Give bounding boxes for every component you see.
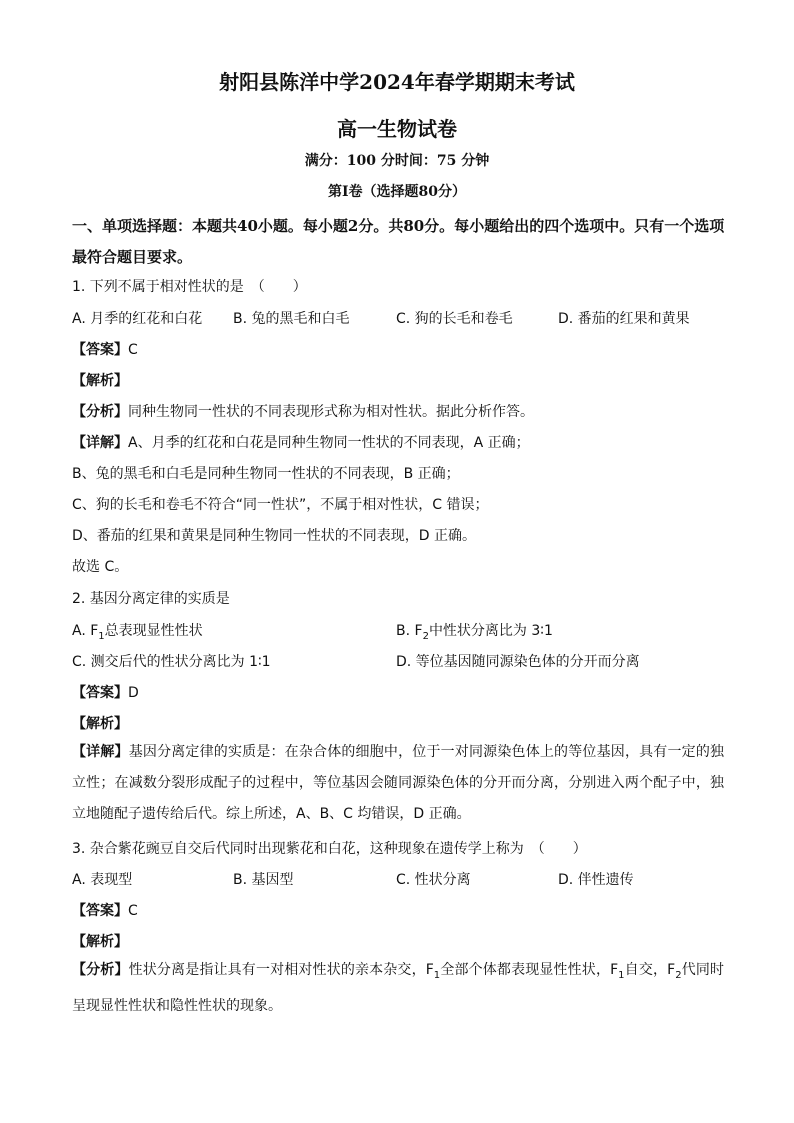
opt-a-sub: 1 (98, 630, 105, 642)
q1-fenxi (72, 401, 534, 421)
part-heading: 第Ⅰ卷（选择题80分） (327, 184, 467, 200)
q1-stem: 1. 下列不属于相对性状的是 （ ） (72, 279, 307, 295)
fenxi-text-3: 自交，F (624, 962, 676, 978)
q2-analysis-tag: 【解析】 (72, 716, 128, 732)
section-instructions: 一、单项选择题：本题共40小题。每小题2分。共80分。每小题给出的四个选项中。只有一个选项最符合题目要求。 (72, 217, 725, 266)
q2-stem: 2. 基因分离定律的实质是 (72, 591, 230, 607)
q1-option-d: D. 番茄的红果和黄果 (558, 311, 690, 327)
q3-answer (72, 900, 138, 920)
fenxi-text-2: 全部个体都表现显性性状，F (440, 962, 619, 978)
exam-title: 射阳县陈洋中学2024年春学期期末考试 (219, 70, 575, 94)
opt-a-post: 总表现显性性状 (104, 623, 203, 639)
xiangjie-text: 基因分离定律的实质是：在杂合体的细胞中，位于一对同源染色体上的等位基因，具有一定的独立性；在减数分裂形成配子的过程中，等位基因会随同源染色体的分开而分离，分别进入两个配子中，独立地随配子遗传给后代。综上所述，A、B、C 均错误，D 正确。 (72, 744, 725, 822)
xiangjie-tag: 【详解】 (72, 744, 129, 760)
answer-value: D (128, 685, 139, 701)
q1-xiangjie (72, 432, 530, 452)
fenxi-sub-3: 2 (675, 969, 682, 981)
fenxi-sub-1: 1 (433, 969, 441, 981)
q3-fenxi (72, 955, 724, 1022)
q1-conclusion: 故选 C。 (72, 559, 129, 575)
q3-analysis-tag: 【解析】 (72, 934, 128, 950)
q1-option-c: C. 狗的长毛和卷毛 (396, 311, 513, 327)
fenxi-text-4: 代同时呈现显性性状和隐性性状的现象。 (72, 962, 725, 1014)
q1-line-c: C、狗的长毛和卷毛不符合“同一性状”，不属于相对性状，C 错误； (72, 497, 489, 513)
q1-answer (72, 339, 138, 359)
xiangjie-tag: 【详解】 (72, 435, 128, 451)
fenxi-text-1: 性状分离是指让具有一对相对性状的亲本杂交，F (128, 962, 434, 978)
q2-option-a (72, 620, 203, 642)
q3-option-c: C. 性状分离 (396, 872, 471, 888)
exam-subtitle: 高一生物试卷 (337, 117, 457, 141)
fenxi-tag: 【分析】 (72, 962, 129, 978)
q1-analysis-tag: 【解析】 (72, 373, 128, 389)
fenxi-tag: 【分析】 (72, 404, 128, 420)
answer-value: C (128, 342, 138, 358)
q1-option-b: B. 兔的黑毛和白毛 (233, 311, 350, 327)
q3-option-d: D. 伴性遗传 (558, 872, 634, 888)
opt-b-pre: B. F (396, 623, 423, 639)
score-time-line: 满分：100 分时间：75 分钟 (304, 153, 490, 169)
fenxi-sub-2: 1 (618, 969, 625, 981)
q3-stem: 3. 杂合紫花豌豆自交后代同时出现紫花和白花，这种现象在遗传学上称为 （ ） (72, 841, 587, 857)
answer-tag: 【答案】 (72, 342, 128, 358)
q2-option-c: C. 测交后代的性状分离比为 1∶1 (72, 654, 271, 670)
q2-option-b (396, 620, 553, 642)
q2-option-d: D. 等位基因随同源染色体的分开而分离 (396, 654, 640, 670)
q2-xiangjie (72, 737, 724, 830)
q3-option-a: A. 表现型 (72, 872, 133, 888)
answer-tag: 【答案】 (72, 685, 128, 701)
q3-option-b: B. 基因型 (233, 872, 294, 888)
xiangjie-text: A、月季的红花和白花是同种生物同一性状的不同表现，A 正确； (128, 435, 530, 451)
q2-answer (72, 682, 139, 702)
answer-value: C (128, 903, 138, 919)
opt-b-post: 中性状分离比为 3∶1 (428, 623, 553, 639)
q1-line-d: D、番茄的红果和黄果是同种生物同一性状的不同表现，D 正确。 (72, 528, 477, 544)
q1-option-a: A. 月季的红花和白花 (72, 311, 203, 327)
q1-line-b: B、兔的黑毛和白毛是同种生物同一性状的不同表现，B 正确； (72, 466, 460, 482)
fenxi-text: 同种生物同一性状的不同表现形式称为相对性状。据此分析作答。 (128, 404, 534, 420)
opt-a-pre: A. F (72, 623, 99, 639)
opt-b-sub: 2 (422, 630, 429, 642)
answer-tag: 【答案】 (72, 903, 128, 919)
